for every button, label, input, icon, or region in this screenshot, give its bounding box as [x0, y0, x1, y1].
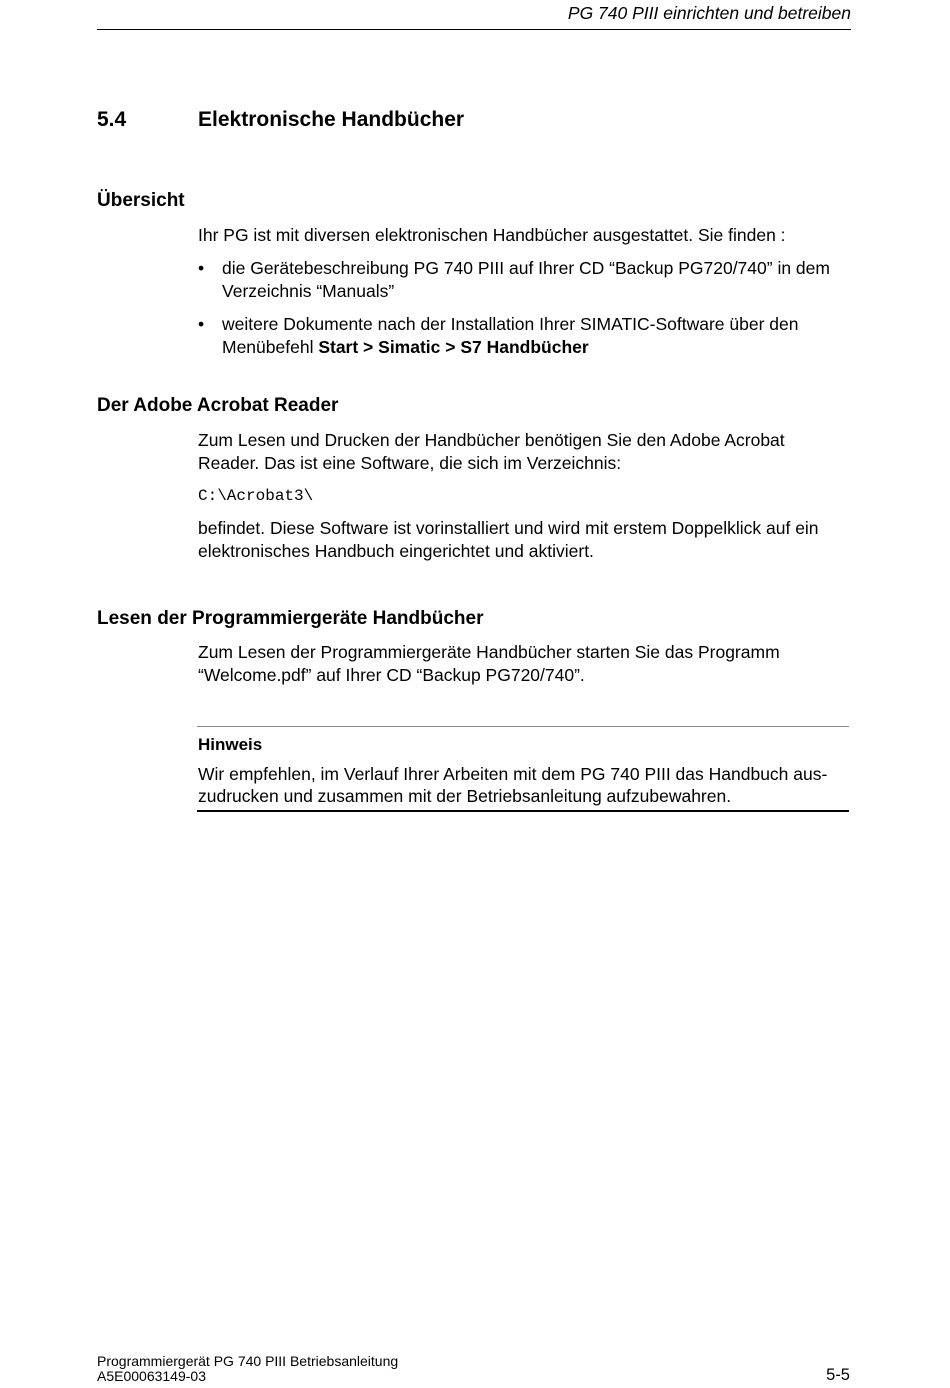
list-item-text: weitere Dokumente nach der Installation Ihrer SIMATIC-Software über den Menübefehl — [222, 314, 799, 357]
acrobat-text-1: Zum Lesen und Drucken der Handbücher benötigen Sie den Adobe Acrobat Reader. Das ist eine Software, die sich im Verzeichnis: — [198, 430, 785, 473]
running-header: PG 740 PIII einrichten und betreiben — [567, 3, 851, 23]
footer-info — [97, 1354, 398, 1384]
list-item-text: die Gerätebeschreibung PG 740 PIII auf Ihrer CD “Backup PG720/740” in dem Verzeichnis “Manuals” — [222, 258, 830, 301]
menu-path: Start > Simatic > S7 Handbücher — [318, 337, 589, 357]
list-item — [198, 257, 848, 303]
section-number: 5.4 — [97, 108, 127, 131]
footer-order-number: A5E00063149-03 — [97, 1368, 206, 1384]
overview-body — [198, 224, 848, 369]
reading-text: Zum Lesen der Programmiergeräte Handbücher starten Sie das Programm “Welcome.pdf” auf Ihrer CD “Backup PG720/740”. — [198, 642, 780, 685]
acrobat-text-2: befindet. Diese Software ist vorinstalliert und wird mit erstem Doppelklick auf ein elektronisches Handbuch eingerichtet und aktiviert. — [198, 518, 819, 561]
acrobat-body — [198, 429, 848, 563]
overview-list — [198, 257, 848, 359]
section-title: Elektronische Handbücher — [198, 108, 465, 131]
header-rule — [97, 29, 851, 30]
overview-intro: Ihr PG ist mit diversen elektronischen Handbücher ausgestattet. Sie finden : — [198, 225, 786, 245]
page-number: 5-5 — [826, 1366, 850, 1384]
reading-body — [198, 641, 848, 687]
note-title: Hinweis — [198, 735, 263, 754]
reading-heading: Lesen der Programmiergeräte Handbücher — [97, 608, 484, 629]
overview-heading: Übersicht — [97, 190, 185, 211]
footer-manual-title: Programmiergerät PG 740 PIII Betriebsanleitung — [97, 1353, 399, 1369]
list-item — [198, 313, 848, 359]
bullet-icon: • — [198, 258, 205, 278]
acrobat-heading: Der Adobe Acrobat Reader — [97, 395, 339, 416]
acrobat-path: C:\Acrobat3\ — [198, 487, 314, 505]
note-text: Wir empfehlen, im Verlauf Ihrer Arbeiten mit dem PG 740 PIII das Handbuch aus-zudrucken und zusammen mit der Betriebsanleitung aufzubewahren. — [198, 764, 828, 806]
note-box — [197, 726, 849, 812]
bullet-icon: • — [198, 314, 205, 334]
